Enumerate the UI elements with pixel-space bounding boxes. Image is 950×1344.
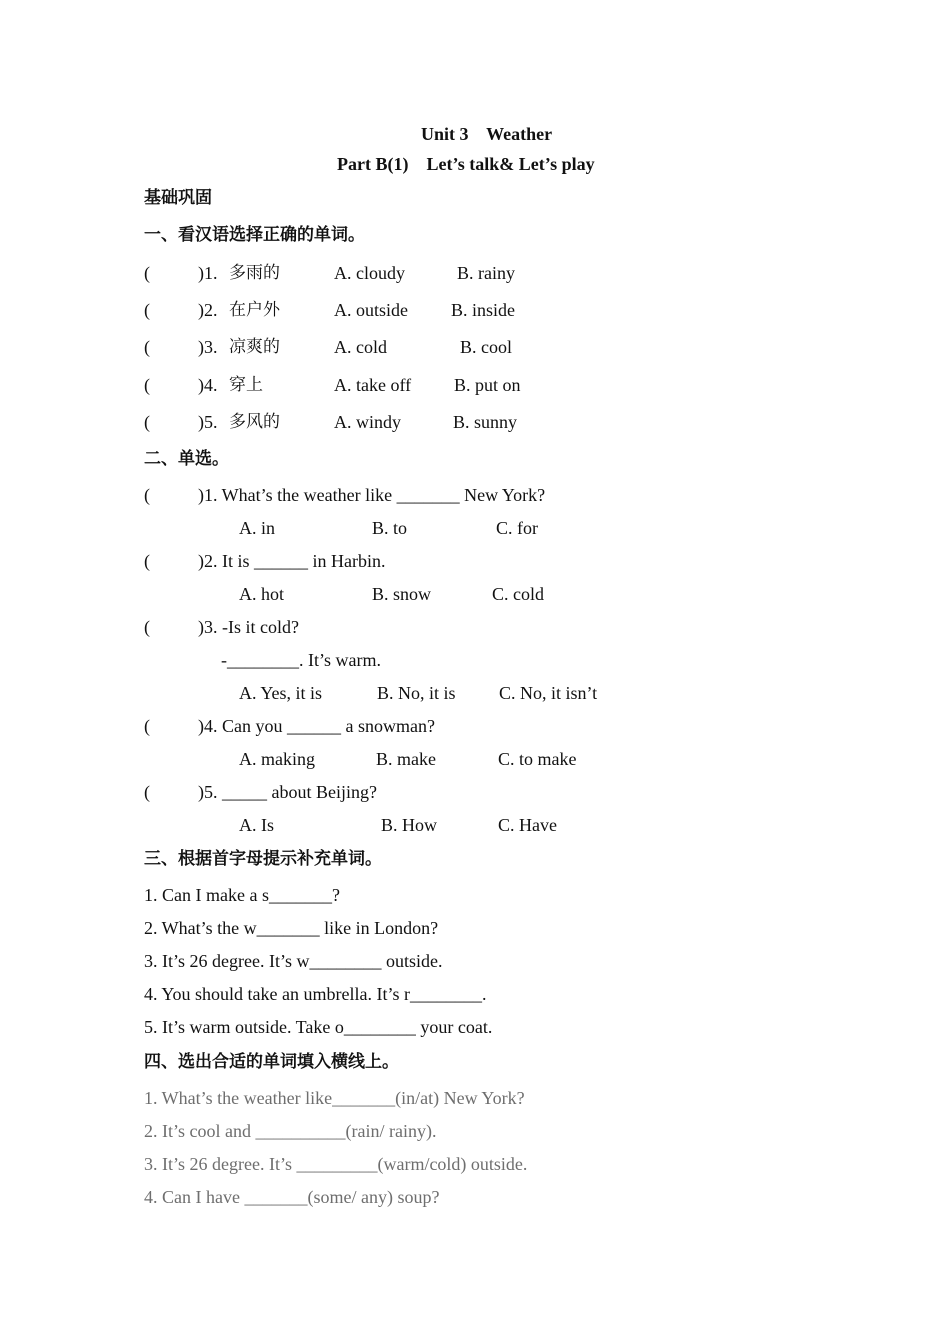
option-b: B. snow xyxy=(372,584,432,604)
option-a: A. Yes, it is xyxy=(239,683,323,703)
answer-paren: ( xyxy=(144,485,150,505)
item-number: )1. xyxy=(198,263,218,283)
option-c: C. for xyxy=(496,518,538,538)
section3-heading: 三、根据首字母提示补充单词。 xyxy=(144,849,382,869)
section4-item-2: 2. It’s cool and __________(rain/ rainy). xyxy=(144,1121,437,1141)
section3-item-2: 2. What’s the w_______ like in London? xyxy=(144,918,439,938)
section3-item-4: 4. You should take an umbrella. It’s r________. xyxy=(144,984,487,1004)
answer-paren: ( xyxy=(144,263,150,283)
answer-paren: ( xyxy=(144,337,150,357)
option-a: A. making xyxy=(239,749,315,769)
section2-heading: 二、单选。 xyxy=(144,449,229,469)
part-label: 基础巩固 xyxy=(144,188,212,208)
option-c: C. cold xyxy=(492,584,544,604)
chinese-word: 在户外 xyxy=(229,300,280,320)
option-b: B. No, it is xyxy=(377,683,456,703)
part-subtitle: Part B(1) Let’s talk& Let’s play xyxy=(337,154,595,174)
chinese-word: 多风的 xyxy=(229,412,280,432)
answer-paren: ( xyxy=(144,617,150,637)
answer-paren: ( xyxy=(144,300,150,320)
section4-item-4: 4. Can I have _______(some/ any) soup? xyxy=(144,1187,440,1207)
option-a: A. cold xyxy=(334,337,387,357)
section3-item-1: 1. Can I make a s_______? xyxy=(144,885,340,905)
item-number: )2. xyxy=(198,300,218,320)
option-b: B. inside xyxy=(451,300,516,320)
section4-heading: 四、选出合适的单词填入横线上。 xyxy=(144,1052,399,1072)
option-b: B. sunny xyxy=(453,412,518,432)
option-b: B. put on xyxy=(454,375,521,395)
option-b: B. to xyxy=(372,518,408,538)
option-c: C. Have xyxy=(498,815,557,835)
chinese-word: 凉爽的 xyxy=(229,337,280,357)
option-b: B. rainy xyxy=(457,263,515,283)
answer-paren: ( xyxy=(144,782,150,802)
question-stem: )4. Can you ______ a snowman? xyxy=(198,716,435,736)
chinese-word: 穿上 xyxy=(229,375,263,395)
unit-title: Unit 3 Weather xyxy=(421,124,553,144)
option-a: A. cloudy xyxy=(334,263,405,283)
item-number: )5. xyxy=(198,412,218,432)
option-a: A. hot xyxy=(239,584,284,604)
item-number: )3. xyxy=(198,337,218,357)
section4-item-3: 3. It’s 26 degree. It’s _________(warm/cold) outside. xyxy=(144,1154,528,1174)
section1-heading: 一、看汉语选择正确的单词。 xyxy=(144,225,365,245)
option-a: A. Is xyxy=(239,815,274,835)
option-c: C. No, it isn’t xyxy=(499,683,598,703)
dialogue-reply: -________. It’s warm. xyxy=(221,650,381,670)
chinese-word: 多雨的 xyxy=(229,263,280,283)
question-stem: )3. -Is it cold? xyxy=(198,617,299,637)
option-a: A. outside xyxy=(334,300,408,320)
section3-item-5: 5. It’s warm outside. Take o________ your coat. xyxy=(144,1017,493,1037)
option-a: A. take off xyxy=(334,375,412,395)
option-b: B. cool xyxy=(460,337,512,357)
section4-item-1: 1. What’s the weather like_______(in/at) New York? xyxy=(144,1088,525,1108)
answer-paren: ( xyxy=(144,551,150,571)
question-stem: )5. _____ about Beijing? xyxy=(198,782,377,802)
question-stem: )2. It is ______ in Harbin. xyxy=(198,551,386,571)
option-a: A. in xyxy=(239,518,275,538)
answer-paren: ( xyxy=(144,375,150,395)
option-b: B. How xyxy=(381,815,438,835)
question-stem: )1. What’s the weather like _______ New York? xyxy=(198,485,546,505)
answer-paren: ( xyxy=(144,716,150,736)
option-b: B. make xyxy=(376,749,436,769)
option-a: A. windy xyxy=(334,412,401,432)
option-c: C. to make xyxy=(498,749,577,769)
section3-item-3: 3. It’s 26 degree. It’s w________ outside. xyxy=(144,951,443,971)
item-number: )4. xyxy=(198,375,218,395)
answer-paren: ( xyxy=(144,412,150,432)
